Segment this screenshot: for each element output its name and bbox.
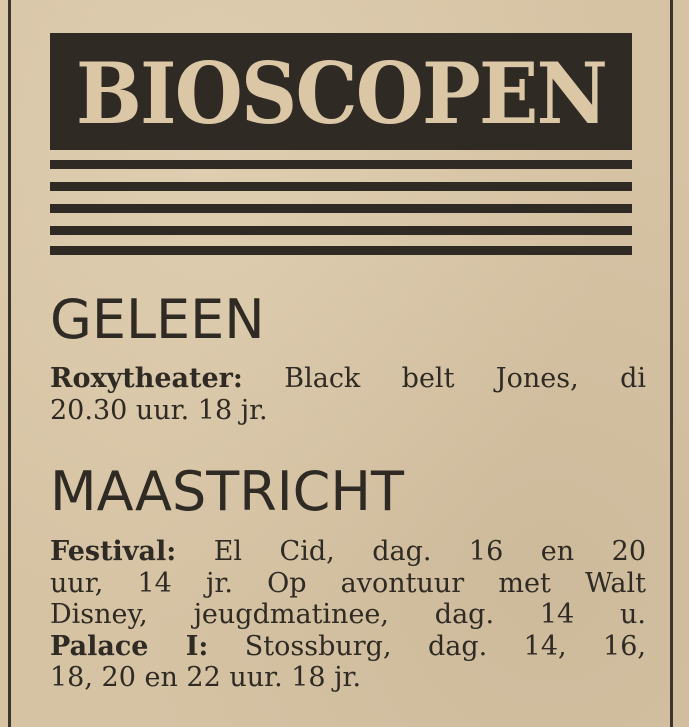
listing-text: Black belt Jones, di xyxy=(242,363,646,394)
listing-line: 20.30 uur. 18 jr. xyxy=(50,394,268,426)
masthead-stripe xyxy=(50,204,632,213)
listing-line: Disney, jeugdmatinee, dag. 14 u. xyxy=(50,599,646,630)
masthead-stripe xyxy=(50,246,632,255)
venue-name: Roxytheater: xyxy=(50,363,243,394)
listing-line xyxy=(50,536,646,568)
venue-name: Festival: xyxy=(50,536,177,567)
masthead-stripe xyxy=(50,182,632,191)
listing-text: Stossburg, dag. 14, 16, xyxy=(208,630,646,662)
listing-line: uur, 14 jr. Op avontuur met Walt xyxy=(50,567,646,599)
town-heading-maastricht: MAASTRICHT xyxy=(50,460,404,523)
column-rule-right xyxy=(670,0,673,727)
masthead-title: BIOSCOPEN xyxy=(75,44,607,143)
town-heading-geleen: GELEEN xyxy=(50,288,265,351)
column-rule-left xyxy=(8,0,11,727)
listing-maastricht xyxy=(50,536,646,694)
masthead-stripe xyxy=(50,226,632,235)
masthead-stripe xyxy=(50,160,632,169)
masthead-banner xyxy=(50,33,632,150)
listing-line xyxy=(50,363,646,395)
listing-line: 18, 20 en 22 uur. 18 jr. xyxy=(50,662,362,693)
listing-line xyxy=(50,631,646,663)
listing-geleen xyxy=(50,363,646,426)
venue-name: Palace I: xyxy=(50,630,209,662)
listing-text: El Cid, dag. 16 en 20 xyxy=(176,536,646,567)
